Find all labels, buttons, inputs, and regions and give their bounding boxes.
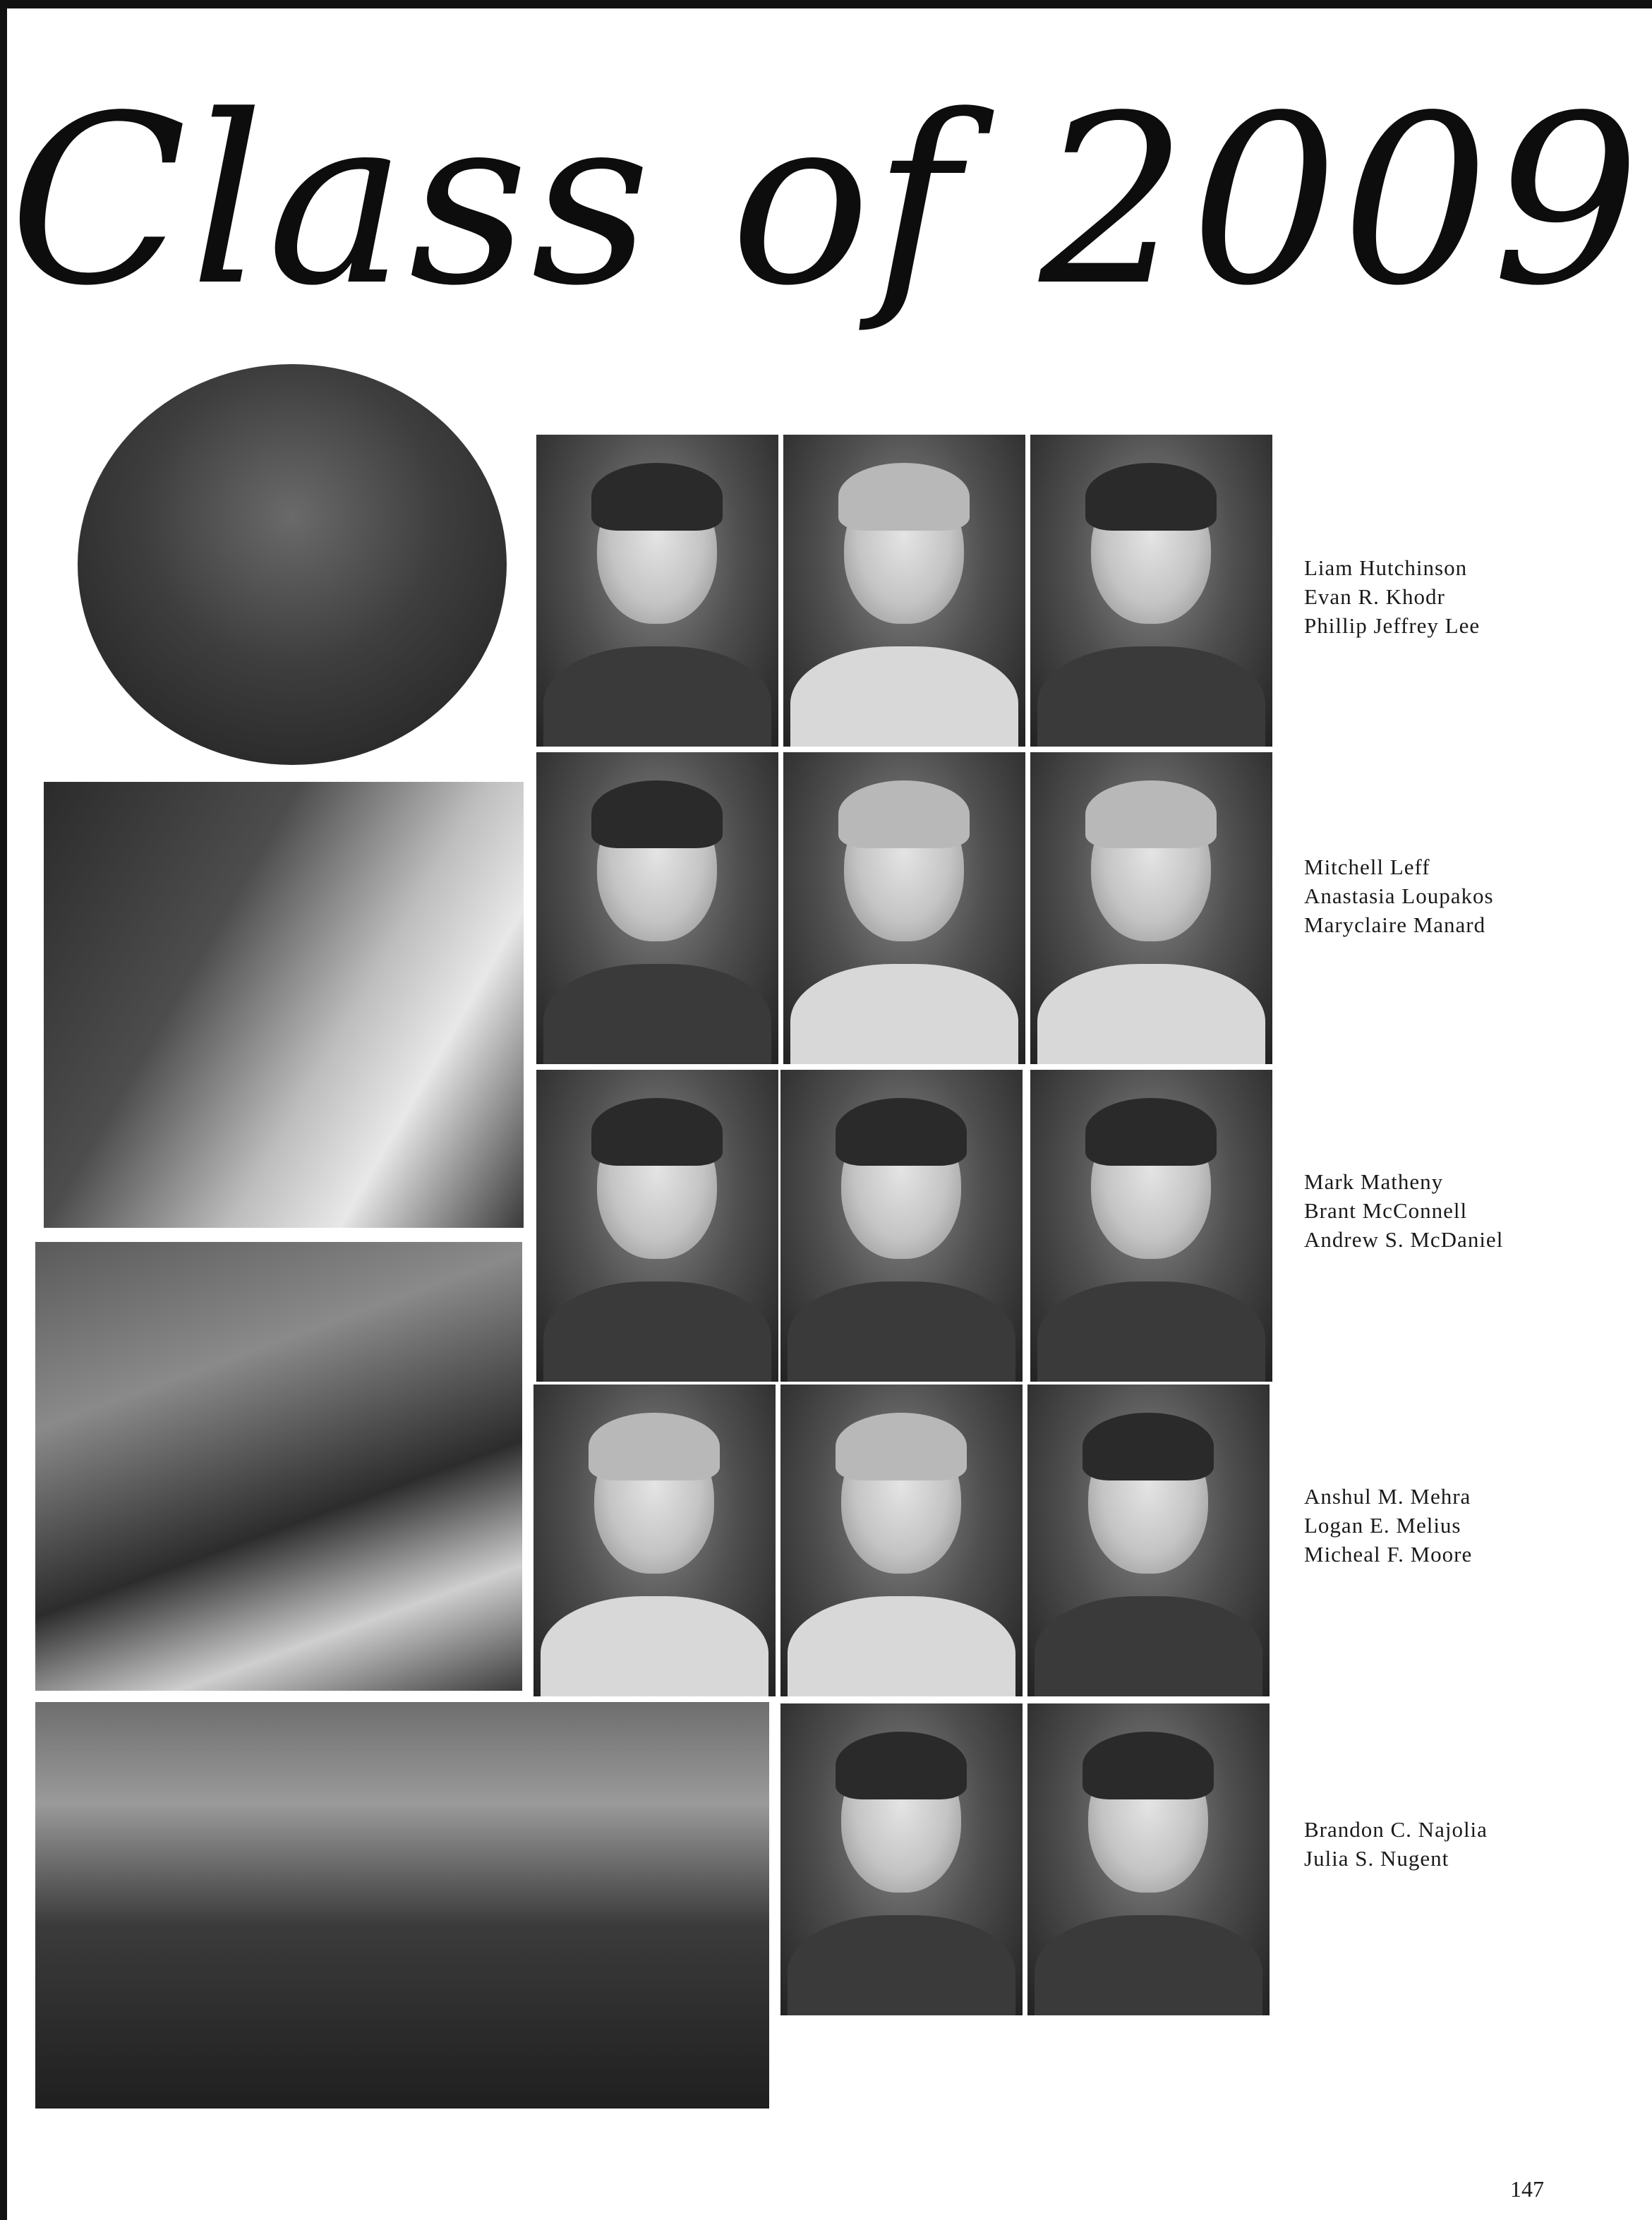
student-portrait — [1027, 1385, 1270, 1696]
student-name: Mitchell Leff — [1304, 855, 1430, 879]
student-portrait — [1030, 435, 1272, 747]
page-number: 147 — [1510, 2176, 1544, 2202]
student-portrait — [780, 1070, 1023, 1382]
student-name: Maryclaire Manard — [1304, 912, 1486, 937]
student-portrait — [780, 1703, 1023, 2015]
student-name: Julia S. Nugent — [1304, 1846, 1449, 1871]
student-portrait — [783, 435, 1025, 747]
student-portrait — [536, 1070, 778, 1382]
student-name: Anshul M. Mehra — [1304, 1484, 1471, 1509]
page-title: Class of 2009 — [8, 66, 1644, 337]
candid-photo-2 — [35, 1242, 522, 1691]
student-name: Brandon C. Najolia — [1304, 1817, 1488, 1842]
student-name: Micheal F. Moore — [1304, 1542, 1473, 1567]
left-border — [0, 0, 7, 2220]
student-portrait — [783, 752, 1025, 1064]
student-name: Phillip Jeffrey Lee — [1304, 613, 1481, 638]
name-list-row-5 — [1304, 1815, 1615, 1873]
student-portrait — [536, 435, 778, 747]
student-name: Andrew S. McDaniel — [1304, 1227, 1504, 1252]
name-list-row-1 — [1304, 553, 1615, 640]
student-name: Evan R. Khodr — [1304, 584, 1445, 609]
name-list-row-3 — [1304, 1167, 1615, 1254]
student-name: Brant McConnell — [1304, 1198, 1468, 1223]
student-name: Mark Matheny — [1304, 1169, 1444, 1194]
student-portrait — [1030, 752, 1272, 1064]
student-portrait — [1030, 1070, 1272, 1382]
candid-photo-3 — [35, 1702, 769, 2109]
top-border — [0, 0, 1652, 8]
candid-photo-round — [78, 364, 507, 765]
student-portrait — [536, 752, 778, 1064]
student-name: Liam Hutchinson — [1304, 555, 1468, 580]
student-name: Anastasia Loupakos — [1304, 883, 1494, 908]
student-name: Logan E. Melius — [1304, 1513, 1461, 1538]
candid-photo-1 — [44, 782, 524, 1228]
student-portrait — [780, 1385, 1023, 1696]
name-list-row-4 — [1304, 1482, 1615, 1569]
student-portrait — [1027, 1703, 1270, 2015]
name-list-row-2 — [1304, 852, 1615, 939]
student-portrait — [533, 1385, 776, 1696]
